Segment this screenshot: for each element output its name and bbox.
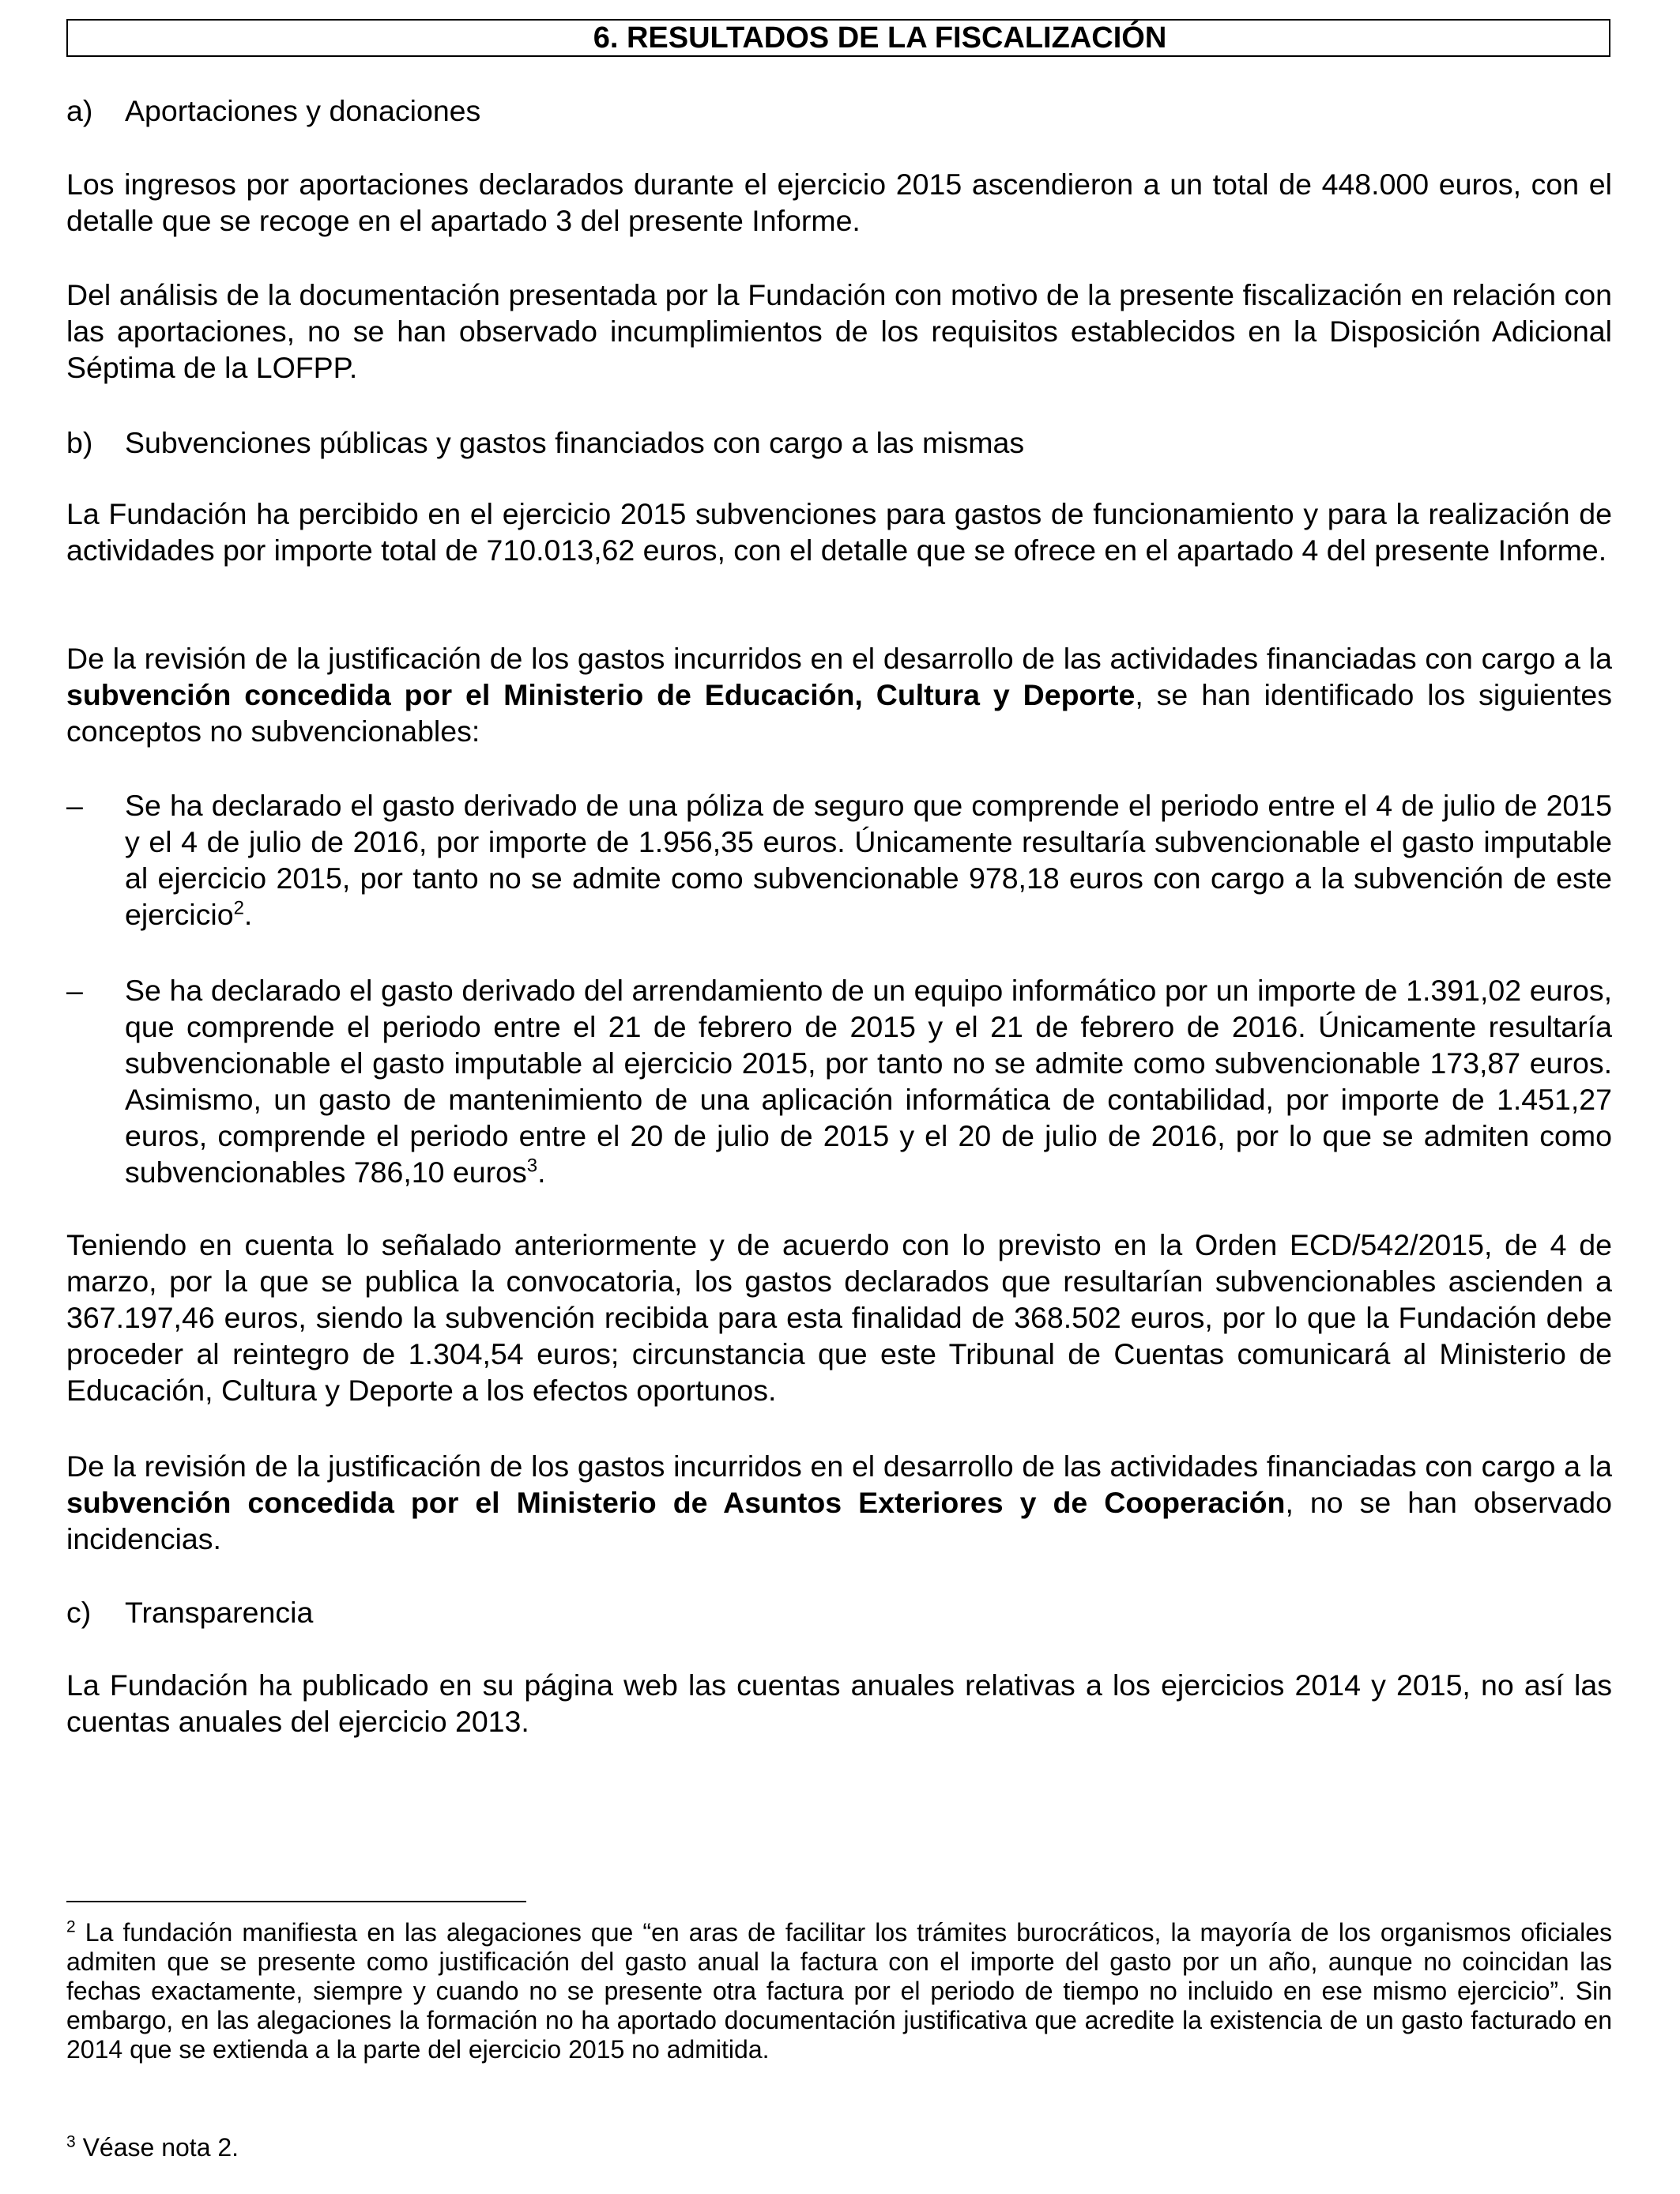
bullet-dash: – xyxy=(66,789,83,822)
footnote-separator xyxy=(66,1901,526,1902)
heading-text: Transparencia xyxy=(125,1596,314,1629)
paragraph-text: De la revisión de la justificación de los gastos incurridos en el desarrollo de las actividades financiadas con cargo a la xyxy=(66,1449,1612,1483)
footnote-ref[interactable]: 3 xyxy=(526,1155,538,1177)
paragraph-text: , no se han observado incidencias. xyxy=(66,1486,1612,1555)
bullet-end: . xyxy=(537,1155,546,1189)
bold-ministerio-educacion: subvención concedida por el Ministerio de Educación, Cultura y Deporte xyxy=(66,678,1136,711)
footnote-number: 2 xyxy=(66,1917,76,1936)
bullet-dash: – xyxy=(66,974,83,1007)
section-title: 6. RESULTADOS DE LA FISCALIZACIÓN xyxy=(593,21,1167,55)
footnote-text: Véase nota 2. xyxy=(82,2133,239,2162)
heading-label: b) xyxy=(66,426,93,459)
paragraph-revision-educacion xyxy=(66,640,1612,749)
footnote-3 xyxy=(66,2133,1612,2162)
heading-text: Subvenciones públicas y gastos financiados con cargo a las mismas xyxy=(125,426,1025,459)
footnote-2 xyxy=(66,1918,1612,2064)
paragraph-aportaciones-analisis: Del análisis de la documentación presentada por la Fundación con motivo de la presente fiscalización en relación con las aportaciones, no se han observado incumplimientos de los requisitos establecidos en la Disposición Adicional Séptima de la LOFPP. xyxy=(66,278,1612,384)
bullet-body: Se ha declarado el gasto derivado de una póliza de seguro que comprende el periodo entre el 4 de julio de 2015 y el 4 de julio de 2016, por importe de 1.956,35 euros. Únicamente resultaría subvencionable el gasto imputable al ejercicio 2015, por tanto no se admite como subvencionable 978,18 euros con cargo a la subvención de este ejercicio xyxy=(125,789,1612,931)
bullet-body: Se ha declarado el gasto derivado del arrendamiento de un equipo informático por un importe de 1.391,02 euros, que comprende el periodo entre el 21 de febrero de 2015 y el 21 de febrero de 2016. Únicamente resultaría subvencionable el gasto imputable al ejercicio 2015, por tanto no se admite como subvencionable 173,87 euros. Asimismo, un gasto de mantenimiento de una aplicación informática de contabilidad, por importe de 1.451,27 euros, comprende el periodo entre el 20 de julio de 2015 y el 20 de julio de 2016, por lo que se admiten como subvencionables 786,10 euros xyxy=(125,974,1612,1189)
bullet-end: . xyxy=(243,898,253,931)
paragraph-text: De la revisión de la justificación de los gastos incurridos en el desarrollo de las actividades financiadas con cargo a la xyxy=(66,642,1612,675)
bold-ministerio-exteriores: subvención concedida por el Ministerio de Asuntos Exteriores y de Cooperación xyxy=(66,1486,1286,1519)
heading-transparencia xyxy=(66,1594,1612,1630)
bullet-text xyxy=(125,972,1612,1190)
section-header-box xyxy=(66,19,1610,57)
paragraph-text: , se han identificado los siguientes conceptos no subvencionables: xyxy=(66,678,1612,748)
paragraph-transparencia: La Fundación ha publicado en su página web las cuentas anuales relativas a los ejercicios 2014 y 2015, no así las cuentas anuales del ejercicio 2013. xyxy=(66,1668,1612,1738)
paragraph-reintegro: Teniendo en cuenta lo señalado anteriormente y de acuerdo con lo previsto en la Orden ECD/542/2015, de 4 de marzo, por la que se publica la convocatoria, los gastos declarados que resultarían subvencionables ascienden a 367.197,46 euros, siendo la subvención recibida para esta finalidad de 368.502 euros, por lo que la Fundación debe proceder al reintegro de 1.304,54 euros; circunstancia que este Tribunal de Cuentas comunicará al Ministerio de Educación, Cultura y Deporte a los efectos oportunos. xyxy=(66,1228,1612,1407)
heading-subvenciones xyxy=(66,424,1612,461)
paragraph-revision-exteriores xyxy=(66,1448,1612,1557)
paragraph-aportaciones-ingresos: Los ingresos por aportaciones declarados durante el ejercicio 2015 ascendieron a un total de 448.000 euros, con el detalle que se recoge en el apartado 3 del presente Informe. xyxy=(66,168,1612,237)
paragraph-subvenciones-percibidas: La Fundación ha percibido en el ejercicio 2015 subvenciones para gastos de funcionamiento y para la realización de actividades por importe total de 710.013,62 euros, con el detalle que se ofrece en el apartado 4 del presente Informe. xyxy=(66,497,1612,567)
bullet-text xyxy=(125,787,1612,933)
heading-text: Aportaciones y donaciones xyxy=(125,94,481,127)
footnote-ref[interactable]: 2 xyxy=(233,897,244,919)
footnote-number: 3 xyxy=(66,2132,76,2151)
heading-label: c) xyxy=(66,1596,92,1629)
heading-aportaciones xyxy=(66,92,1612,129)
heading-label: a) xyxy=(66,94,93,127)
footnote-text: La fundación manifiesta en las alegaciones que “en aras de facilitar los trámites burocráticos, la mayoría de los organismos oficiales admiten que se presente como justificación del gasto anual la factura con el importe del gasto por un año, aunque no coincidan las fechas exactamente, siempre y cuando no se presente otra factura por el periodo de tiempo no incluido en ese mismo ejercicio”. Sin embargo, en las alegaciones la formación no ha aportado documentación justificativa que acredite la existencia de un gasto facturado en 2014 que se extienda a la parte del ejercicio 2015 no admitida. xyxy=(66,1918,1613,2064)
